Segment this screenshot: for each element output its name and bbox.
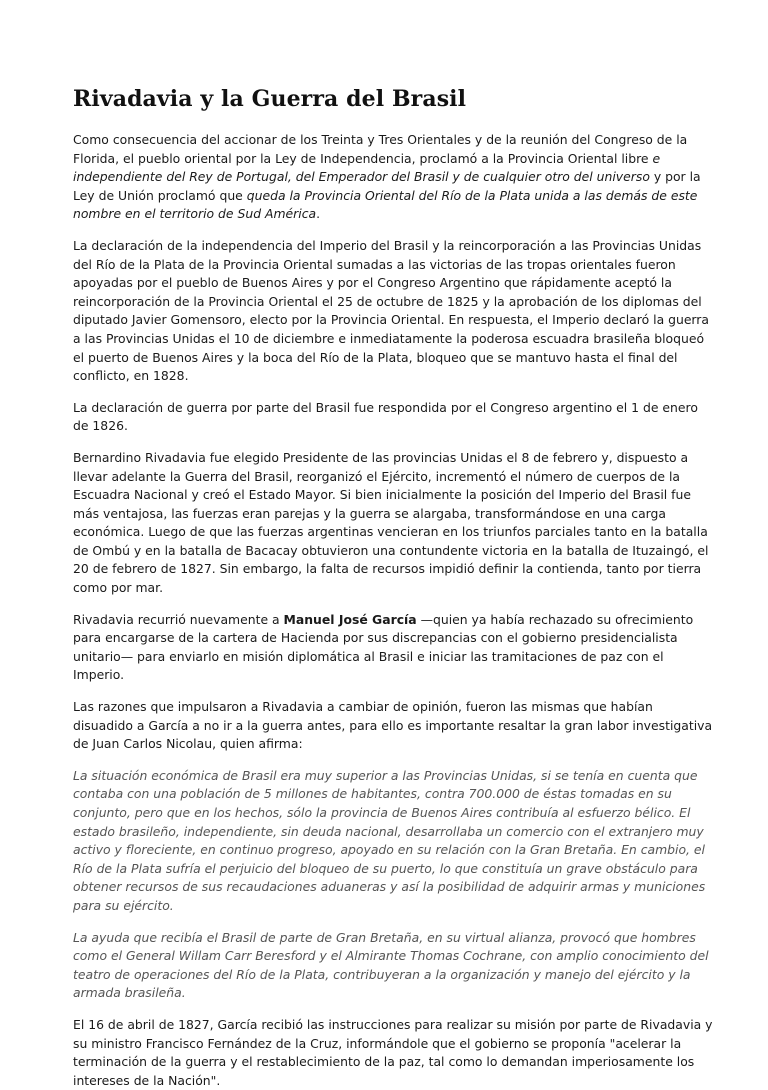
p1-text-c: y por la Ley de Unión proclamó que — [73, 169, 701, 203]
paragraph-garcia — [73, 611, 714, 685]
p1-italic-d: queda la Provincia Oriental del Río de la Plata unida a las demás de este nombre en el territorio de Sud América — [73, 187, 698, 222]
p5-bold-name: Manuel José García — [283, 611, 417, 627]
quote-british-aid: La ayuda que recibía el Brasil de parte de Gran Bretaña, en su virtual alianza, provocó que hombres como el General Willam Carr Beresford y el Almirante Thomas Cochrane, con amplio conocimiento del teatro de operaciones del Río de la Plata, contribuyeran a la organización y manejo del ejército y la armada brasileña. — [73, 929, 709, 1001]
p5-text-a: Rivadavia recurrió nuevamente a — [73, 611, 284, 627]
paragraph-declaration: La declaración de la independencia del Imperio del Brasil y la reincorporación a las Provincias Unidas del Río de la Plata de la Provincia Oriental sumadas a las victorias de las tropas orientales fueron apoyadas por el pueblo de Buenos Aires y por el Congreso Argentino que rápidamente aceptó la reincorporación de la Provincia Oriental el 25 de octubre de 1825 y la aprobación de los diplomas del diputado Javier Gomensoro, electo por la Provincia Oriental. En respuesta, el Imperio declaró la guerra a las Provincias Unidas el 10 de diciembre e inmediatamente la poderosa escuadra brasileña bloqueó el puerto de Buenos Aires y la boca del Río de la Plata, bloqueo que se mantuvo hasta el final del conflicto, en 1828. — [73, 237, 709, 384]
paragraph-instructions: El 16 de abril de 1827, García recibió las instrucciones para realizar su misión por parte de Rivadavia y su ministro Francisco Fernández de la Cruz, informándole que el gobierno se proponía "acelerar la terminación de la guerra y el restablecimiento de la paz, tal como lo demandan imperiosamente los intereses de la Nación". — [73, 1016, 713, 1088]
document-title: Rivadavia y la Guerra del Brasil — [73, 86, 467, 112]
paragraph-rivadavia: Bernardino Rivadavia fue elegido Presidente de las provincias Unidas el 8 de febrero y, dispuesto a llevar adelante la Guerra del Brasil, reorganizó el Ejército, incrementó el número de cuerpos de la Escuadra Nacional y creó el Estado Mayor. Si bien inicialmente la posición del Imperio del Brasil fue más ventajosa, las fuerzas eran parejas y la guerra se alargaba, transformándose en una carga económica. Luego de que las fuerzas argentinas vencieran en los triunfos parciales tanto en la batalla de Ombú y en la batalla de Bacacay obtuvieron una contundente victoria en la batalla de Ituzaingó, el 20 de febrero de 1827. Sin embargo, la falta de recursos impidió definir la contienda, tanto por tierra como por mar. — [73, 449, 709, 596]
p1-text-a: Como consecuencia del accionar de los Treinta y Tres Orientales y de la reunión del Congreso de la Florida, el pueblo oriental por la Ley de Independencia, proclamó a la Provincia Oriental libre — [73, 132, 688, 166]
paragraph-independence — [73, 131, 714, 224]
p1-text-e: . — [316, 206, 321, 222]
p5-text-c: —quien ya había rechazado su ofrecimiento para encargarse de la cartera de Hacienda por sus discrepancias con el gobierno presidencialista unitario— para enviarlo en misión diplomática al Brasil e iniciar las tramitaciones de paz con el Imperio. — [73, 611, 694, 683]
p1-italic-b: e independiente del Rey de Portugal, del Emperador del Brasil y de cualquier otro del universo — [73, 150, 661, 185]
quote-economic-situation: La situación económica de Brasil era muy superior a las Provincias Unidas, si se tenía en cuenta que contaba con una población de 5 millones de habitantes, contra 700.000 de éstas tomadas en su conjunto, pero que en los hechos, sólo la provincia de Buenos Aires contribuía al esfuerzo bélico. El estado brasileño, independiente, sin deuda nacional, desarrollaba un comercio con el extranjero muy activo y floreciente, en continuo progreso, apoyado en su relación con la Gran Bretaña. En cambio, el Río de la Plata sufría el perjuicio del bloqueo de su puerto, lo que constituía un grave obstáculo para obtener recursos de sus recaudaciones aduaneras y así la posibilidad de adquirir armas y municiones para su ejército. — [73, 767, 706, 913]
paragraph-reasons: Las razones que impulsaron a Rivadavia a cambiar de opinión, fueron las mismas que habían disuadido a García a no ir a la guerra antes, para ello es importante resaltar la gran labor investigativa de Juan Carlos Nicolau, quien afirma: — [73, 699, 713, 752]
paragraph-war-response: La declaración de guerra por parte del Brasil fue respondida por el Congreso argentino el 1 de enero de 1826. — [73, 399, 698, 434]
